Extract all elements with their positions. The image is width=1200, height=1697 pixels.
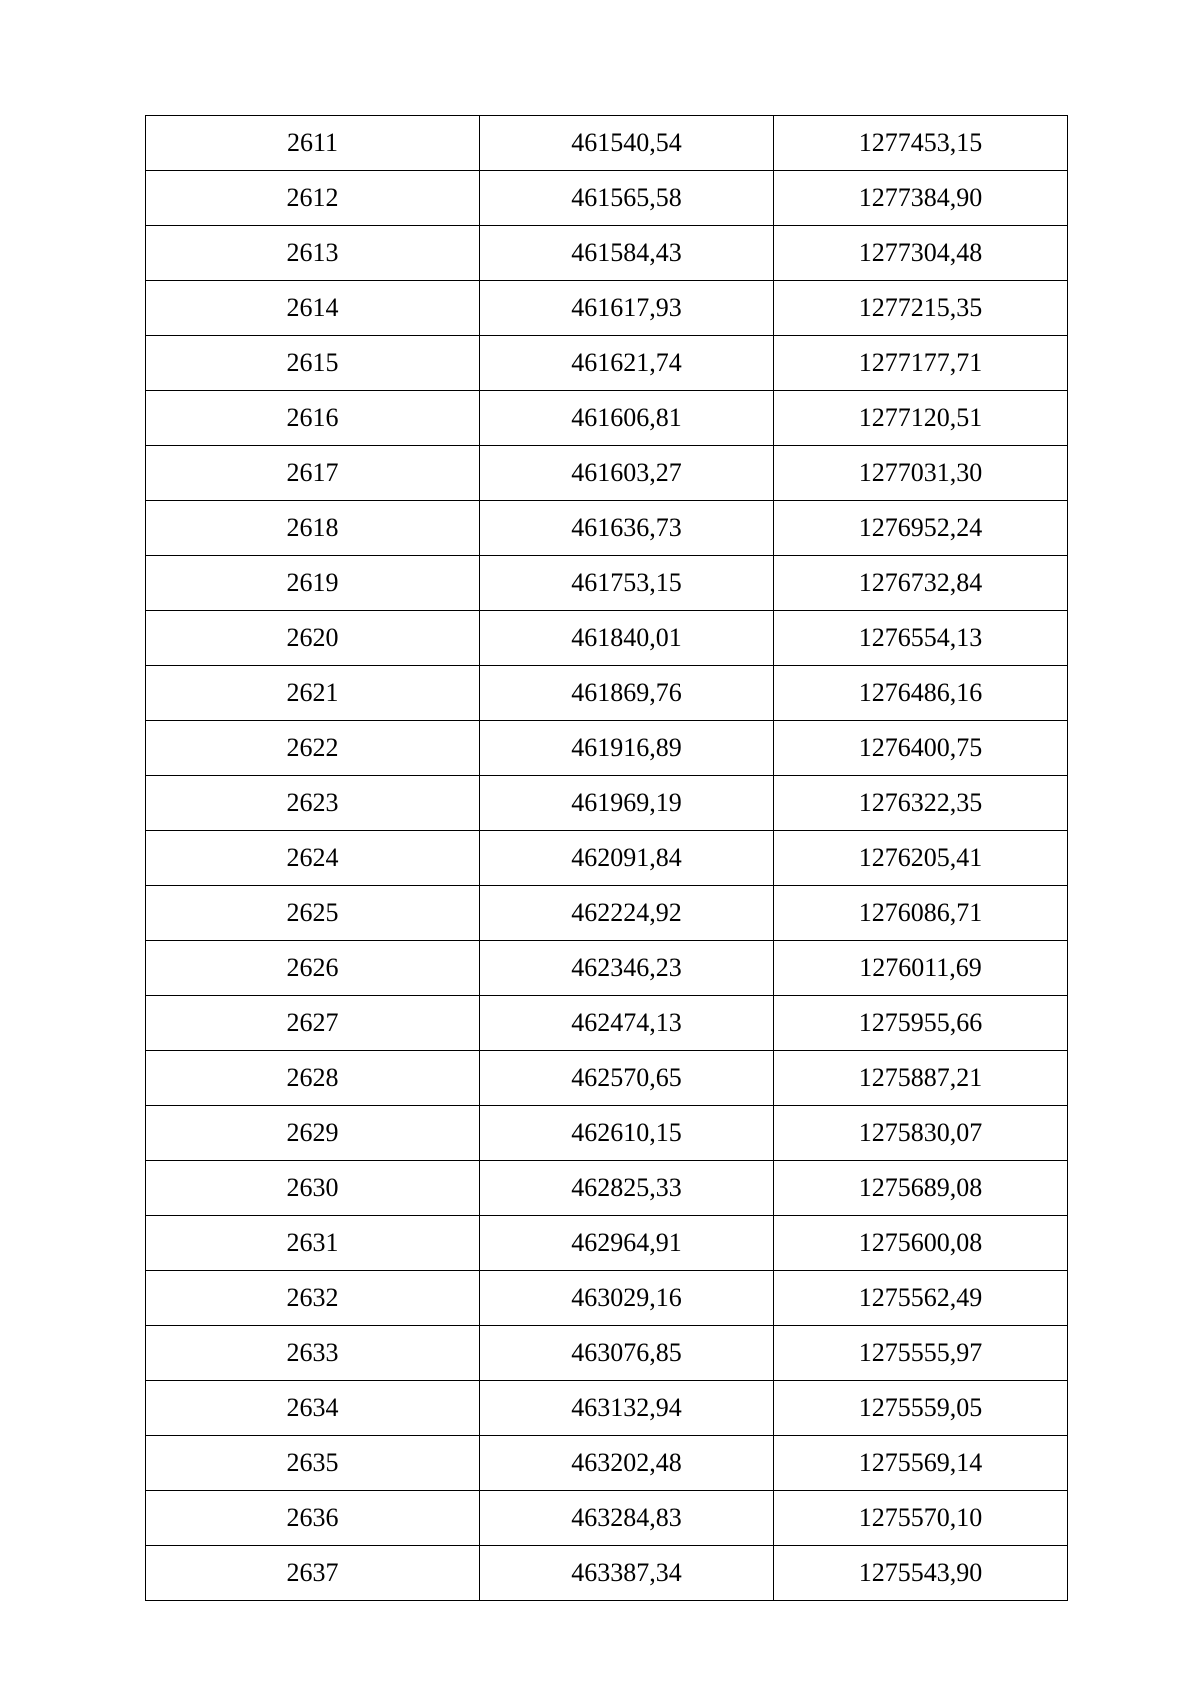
point-number-cell: 2628 [146, 1051, 480, 1106]
x-coordinate-cell: 462964,91 [480, 1216, 774, 1271]
point-number-cell: 2615 [146, 336, 480, 391]
point-number-cell: 2617 [146, 446, 480, 501]
y-coordinate-cell: 1276322,35 [774, 776, 1068, 831]
table-row [146, 1491, 1068, 1546]
y-coordinate-cell: 1275555,97 [774, 1326, 1068, 1381]
table-row [146, 1546, 1068, 1601]
point-number-cell: 2625 [146, 886, 480, 941]
table-row [146, 281, 1068, 336]
table-row [146, 721, 1068, 776]
point-number-cell: 2618 [146, 501, 480, 556]
x-coordinate-cell: 463076,85 [480, 1326, 774, 1381]
point-number-cell: 2619 [146, 556, 480, 611]
point-number-cell: 2627 [146, 996, 480, 1051]
table-row [146, 666, 1068, 721]
table-row [146, 1381, 1068, 1436]
x-coordinate-cell: 463387,34 [480, 1546, 774, 1601]
y-coordinate-cell: 1275569,14 [774, 1436, 1068, 1491]
y-coordinate-cell: 1276400,75 [774, 721, 1068, 776]
table-row [146, 1106, 1068, 1161]
table-row [146, 171, 1068, 226]
table-row [146, 556, 1068, 611]
point-number-cell: 2614 [146, 281, 480, 336]
point-number-cell: 2636 [146, 1491, 480, 1546]
y-coordinate-cell: 1277031,30 [774, 446, 1068, 501]
y-coordinate-cell: 1275562,49 [774, 1271, 1068, 1326]
table-row [146, 1436, 1068, 1491]
point-number-cell: 2626 [146, 941, 480, 996]
x-coordinate-cell: 461869,76 [480, 666, 774, 721]
y-coordinate-cell: 1275570,10 [774, 1491, 1068, 1546]
point-number-cell: 2612 [146, 171, 480, 226]
table-row [146, 116, 1068, 171]
point-number-cell: 2623 [146, 776, 480, 831]
y-coordinate-cell: 1277215,35 [774, 281, 1068, 336]
y-coordinate-cell: 1275559,05 [774, 1381, 1068, 1436]
x-coordinate-cell: 461636,73 [480, 501, 774, 556]
y-coordinate-cell: 1275543,90 [774, 1546, 1068, 1601]
point-number-cell: 2633 [146, 1326, 480, 1381]
table-row [146, 1271, 1068, 1326]
point-number-cell: 2620 [146, 611, 480, 666]
y-coordinate-cell: 1275689,08 [774, 1161, 1068, 1216]
point-number-cell: 2632 [146, 1271, 480, 1326]
x-coordinate-cell: 462224,92 [480, 886, 774, 941]
x-coordinate-cell: 463202,48 [480, 1436, 774, 1491]
table-row [146, 1216, 1068, 1271]
y-coordinate-cell: 1275830,07 [774, 1106, 1068, 1161]
y-coordinate-cell: 1277304,48 [774, 226, 1068, 281]
x-coordinate-cell: 462474,13 [480, 996, 774, 1051]
table-row [146, 336, 1068, 391]
x-coordinate-cell: 463029,16 [480, 1271, 774, 1326]
x-coordinate-cell: 463132,94 [480, 1381, 774, 1436]
y-coordinate-cell: 1275887,21 [774, 1051, 1068, 1106]
y-coordinate-cell: 1276554,13 [774, 611, 1068, 666]
x-coordinate-cell: 461565,58 [480, 171, 774, 226]
y-coordinate-cell: 1276011,69 [774, 941, 1068, 996]
point-number-cell: 2613 [146, 226, 480, 281]
x-coordinate-cell: 461540,54 [480, 116, 774, 171]
point-number-cell: 2630 [146, 1161, 480, 1216]
x-coordinate-cell: 462610,15 [480, 1106, 774, 1161]
y-coordinate-cell: 1276086,71 [774, 886, 1068, 941]
x-coordinate-cell: 461916,89 [480, 721, 774, 776]
y-coordinate-cell: 1275600,08 [774, 1216, 1068, 1271]
y-coordinate-cell: 1275955,66 [774, 996, 1068, 1051]
x-coordinate-cell: 462570,65 [480, 1051, 774, 1106]
point-number-cell: 2631 [146, 1216, 480, 1271]
x-coordinate-cell: 461617,93 [480, 281, 774, 336]
x-coordinate-cell: 461603,27 [480, 446, 774, 501]
table-row [146, 391, 1068, 446]
table-row [146, 1161, 1068, 1216]
coordinates-table [145, 115, 1068, 1601]
table-row [146, 1326, 1068, 1381]
table-row [146, 446, 1068, 501]
point-number-cell: 2616 [146, 391, 480, 446]
point-number-cell: 2624 [146, 831, 480, 886]
table-row [146, 776, 1068, 831]
table-row [146, 501, 1068, 556]
x-coordinate-cell: 463284,83 [480, 1491, 774, 1546]
x-coordinate-cell: 462091,84 [480, 831, 774, 886]
y-coordinate-cell: 1276486,16 [774, 666, 1068, 721]
point-number-cell: 2637 [146, 1546, 480, 1601]
table-row [146, 886, 1068, 941]
table-row [146, 996, 1068, 1051]
y-coordinate-cell: 1276205,41 [774, 831, 1068, 886]
table-row [146, 831, 1068, 886]
point-number-cell: 2629 [146, 1106, 480, 1161]
point-number-cell: 2635 [146, 1436, 480, 1491]
point-number-cell: 2621 [146, 666, 480, 721]
point-number-cell: 2611 [146, 116, 480, 171]
x-coordinate-cell: 462346,23 [480, 941, 774, 996]
point-number-cell: 2622 [146, 721, 480, 776]
table-row [146, 941, 1068, 996]
table-row [146, 226, 1068, 281]
y-coordinate-cell: 1277453,15 [774, 116, 1068, 171]
table-row [146, 611, 1068, 666]
x-coordinate-cell: 461621,74 [480, 336, 774, 391]
x-coordinate-cell: 461753,15 [480, 556, 774, 611]
coordinates-table-body [146, 116, 1068, 1601]
x-coordinate-cell: 461840,01 [480, 611, 774, 666]
table-row [146, 1051, 1068, 1106]
x-coordinate-cell: 461606,81 [480, 391, 774, 446]
x-coordinate-cell: 461969,19 [480, 776, 774, 831]
point-number-cell: 2634 [146, 1381, 480, 1436]
y-coordinate-cell: 1277120,51 [774, 391, 1068, 446]
y-coordinate-cell: 1277384,90 [774, 171, 1068, 226]
y-coordinate-cell: 1277177,71 [774, 336, 1068, 391]
x-coordinate-cell: 461584,43 [480, 226, 774, 281]
y-coordinate-cell: 1276732,84 [774, 556, 1068, 611]
y-coordinate-cell: 1276952,24 [774, 501, 1068, 556]
x-coordinate-cell: 462825,33 [480, 1161, 774, 1216]
